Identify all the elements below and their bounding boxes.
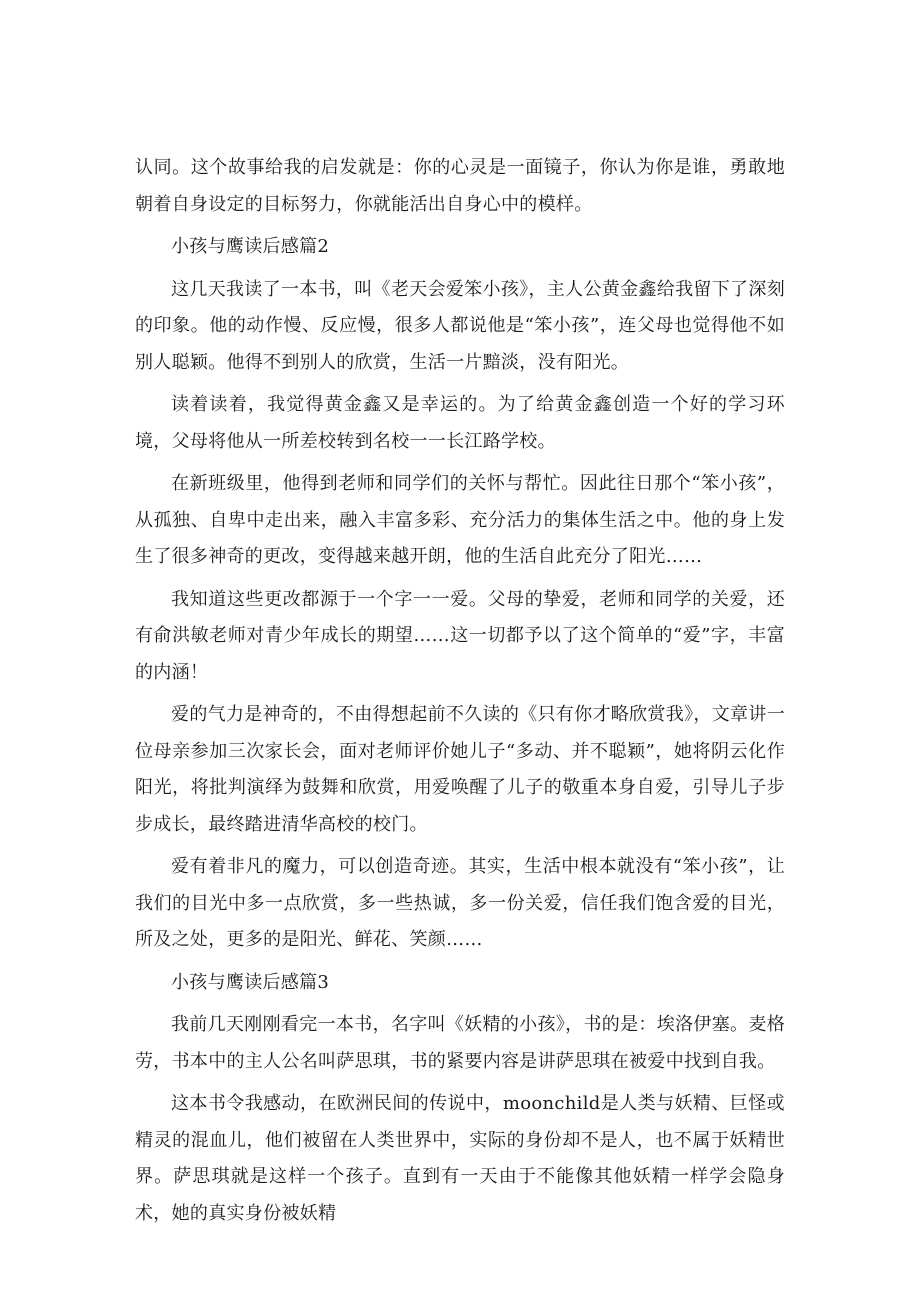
paragraph: 读着读着，我觉得黄金鑫又是幸运的。为了给黄金鑫创造一个好的学习环境，父母将他从一所差校转到名校一一长江路学校。	[135, 394, 785, 452]
paragraph-intro: 认同。这个故事给我的启发就是：你的心灵是一面镜子，你认为你是谁，勇敢地朝着自身设定的目标努力，你就能活出自身心中的模样。	[135, 157, 785, 215]
paragraph: 爱有着非凡的魔力，可以创造奇迹。其实，生活中根本就没有“笨小孩”，让我们的目光中多一点欣赏，多一些热诚，多一份关爱，信任我们饱含爱的目光，所及之处，更多的是阳光、鲜花、笑颜……	[135, 856, 785, 950]
document-page	[135, 150, 785, 1238]
paragraph: 这本书令我感动，在欧洲民间的传说中，moonchild是人类与妖精、巨怪或精灵的混血儿，他们被留在人类世界中，实际的身份却不是人，也不属于妖精世界。萨思琪就是这样一个孩子。直到有一天由于不能像其他妖精一样学会隐身术，她的真实身份被妖精	[135, 1093, 785, 1224]
paragraph: 在新班级里，他得到老师和同学们的关怀与帮忙。因此往日那个“笨小孩”，从孤独、自卑中走出来，融入丰富多彩、充分活力的集体生活之中。他的身上发生了很多神奇的更改，变得越来越开朗，他的生活自此充分了阳光……	[135, 473, 785, 567]
section-heading-2: 小孩与鹰读后感篇2	[171, 236, 330, 257]
paragraph: 爱的气力是神奇的，不由得想起前不久读的《只有你才略欣赏我》，文章讲一位母亲参加三次家长会，面对老师评价她儿子“多动、并不聪颖”，她将阴云化作阳光，将批判演绎为鼓舞和欣赏，用爱唤醒了儿子的敬重本身自爱，引导儿子步步成长，最终踏进清华高校的校门。	[135, 704, 785, 835]
paragraph: 我知道这些更改都源于一个字一一爱。父母的挚爱，老师和同学的关爱，还有俞洪敏老师对青少年成长的期望……这一切都予以了这个简单的“爱”字，丰富的内涵！	[135, 588, 785, 683]
section-heading-3: 小孩与鹰读后感篇3	[171, 971, 330, 993]
paragraph: 这几天我读了一本书，叫《老天会爱笨小孩》，主人公黄金鑫给我留下了深刻的印象。他的动作慢、反应慢，很多人都说他是“笨小孩”，连父母也觉得他不如别人聪颖。他得不到别人的欣赏，生活一片黯淡，没有阳光。	[135, 278, 785, 373]
paragraph: 我前几天刚刚看完一本书，名字叫《妖精的小孩》，书的是：埃洛伊塞。麦格劳，书本中的主人公名叫萨思琪，书的紧要内容是讲萨思琪在被爱中找到自我。	[135, 1014, 785, 1072]
